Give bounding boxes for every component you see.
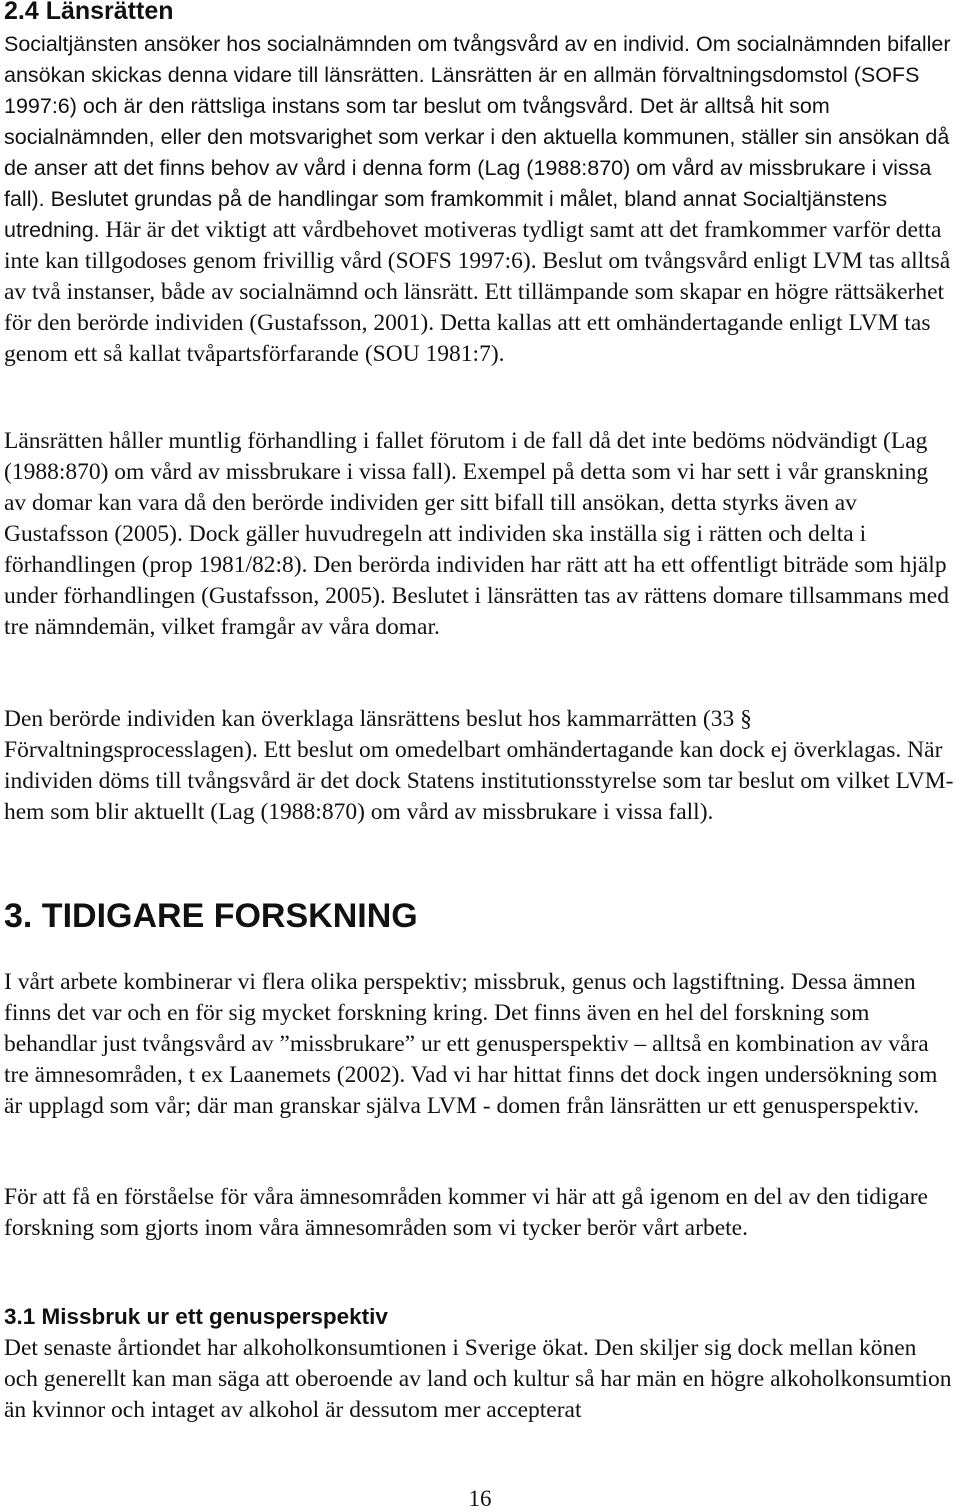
paragraph-lansratten-intro bbox=[4, 29, 954, 370]
page-number: 16 bbox=[468, 1486, 492, 1511]
paragraph-muntlig-forhandling: Länsrätten håller muntlig förhandling i fallet förutom i de fall då det inte bedöms nödvändigt (Lag (1988:870) om vård av missbrukare i vissa fall). Exempel på detta som vi har sett i vår granskning av domar kan vara då den berörde individen ger sitt bifall till ansökan, detta styrks även av Gustafsson (2005). Dock gäller huvudregeln att individen ska inställa sig i rätten och delta i förhandlingen (prop 1981/82:8). Den berörda individen har rätt att ha ett offentligt biträde som hjälp under förhandlingen (Gustafsson, 2005). Beslutet i länsrätten tas av rättens domare tillsammans med tre nämndemän, vilket framgår av våra domar. bbox=[4, 428, 949, 640]
section-heading-3-1: 3.1 Missbruk ur ett genusperspektiv bbox=[4, 1304, 388, 1329]
paragraph-lansratten-intro-sans: Socialtjänsten ansöker hos socialnämnden om tvångsvård av en individ. Om socialnämnden bifaller ansökan skickas denna vidare till länsrätten. Länsrätten är en allmän förvaltningsdomstol (SOFS 1997:6) och är den rättsliga instans som tar beslut om tvångsvård. Det är alltså hit som socialnämnden, eller den motsvarighet som verkar i den aktuella kommunen, ställer sin ansökan då de anser att det finns behov av vård i denna form (Lag (1988:870) om vård av missbrukare i vissa fall). Beslutet grundas på de handlingar som framkommit i målet, bland annat Socialtjänstens utredning. bbox=[4, 32, 951, 242]
paragraph-overklaga: Den berörde individen kan överklaga länsrättens beslut hos kammarrätten (33 § Förvaltningsprocesslagen). Ett beslut om omedelbart omhändertagande kan dock ej överklagas. När individen döms till tvångsvård är det dock Statens institutionsstyrelse som tar beslut om vilket LVM-hem som blir aktuellt (Lag (1988:870) om vård av missbrukare i vissa fall). bbox=[4, 706, 954, 825]
section-heading-3: 3. TIDIGARE FORSKNING bbox=[4, 897, 418, 935]
paragraph-missbruk-genus: Det senaste årtiondet har alkoholkonsumtionen i Sverige ökat. Den skiljer sig dock mellan könen och generellt kan man säga att oberoende av land och kultur så har män en högre alkoholkonsumtion än kvinnor och intaget av alkohol är dessutom mer accepterat bbox=[4, 1335, 952, 1423]
paragraph-forstaelse: För att få en förståelse för våra ämnesområden kommer vi här att gå igenom en del av den tidigare forskning som gjorts inom våra ämnesområden som vi tycker berör vårt arbete. bbox=[4, 1184, 928, 1241]
paragraph-tidigare-forskning: I vårt arbete kombinerar vi flera olika perspektiv; missbruk, genus och lagstiftning. Dessa ämnen finns det var och en för sig mycket forskning kring. Det finns även en hel del forskning som behandlar just tvångsvård av ”missbrukare” ur ett genusperspektiv – alltså en kombination av våra tre ämnesområden, t ex Laanemets (2002). Vad vi har hittat finns det dock ingen undersökning som är upplagd som vår; där man granskar själva LVM - domen från länsrätten ur ett genusperspektiv. bbox=[4, 969, 938, 1119]
paragraph-lansratten-intro-serif: Här är det viktigt att vårdbehovet motiveras tydligt samt att det framkommer varför detta inte kan tillgodoses genom frivillig vård (SOFS 1997:6). Beslut om tvångsvård enligt LVM tas alltså av två instanser, både av socialnämnd och länsrätt. Ett tillämpande som skapar en högre rättsäkerhet för den berörde individen (Gustafsson, 2001). Detta kallas att ett omhändertagande enligt LVM tas genom ett så kallat tvåpartsförfarande (SOU 1981:7). bbox=[4, 217, 951, 367]
section-heading-2-4: 2.4 Länsrätten bbox=[4, 0, 174, 25]
